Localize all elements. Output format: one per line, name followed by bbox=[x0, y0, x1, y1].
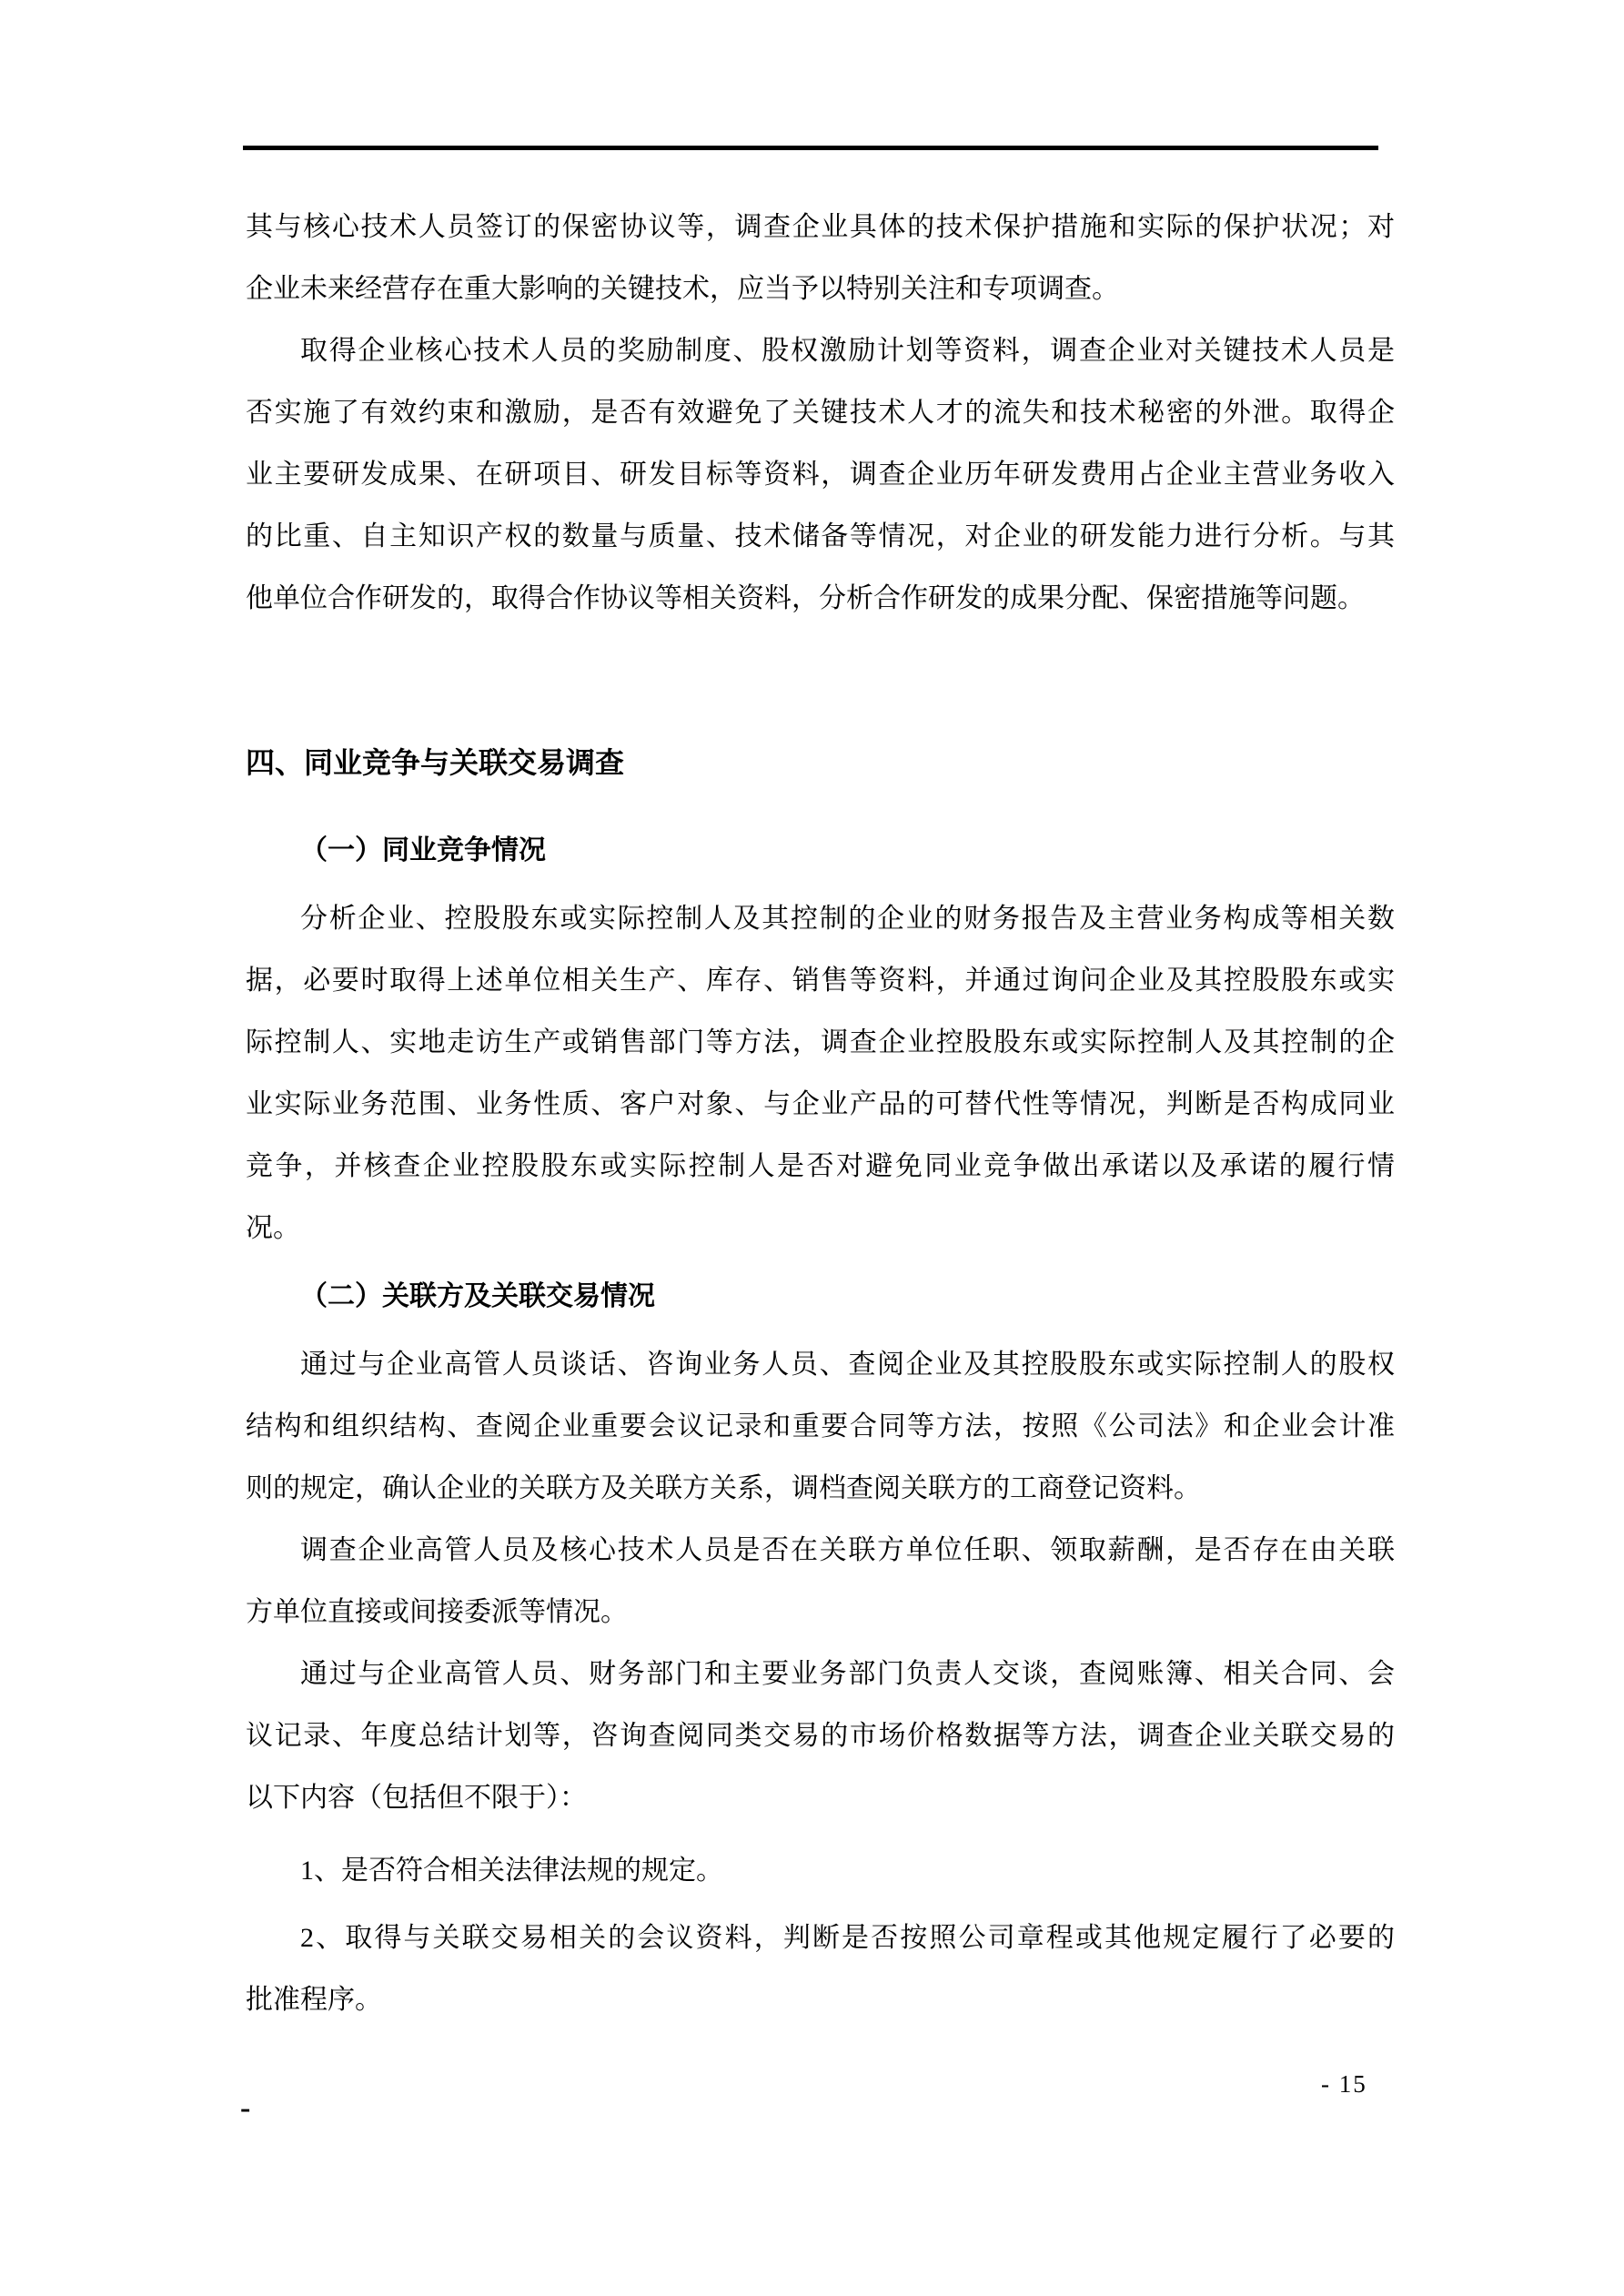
list-item-line: 2、取得与关联交易相关的会议资料，判断是否按照公司章程或其他规定履行了必要的 bbox=[300, 1923, 1395, 1953]
body-line: 业主要研发成果、在研项目、研发目标等资料，调查企业历年研发费用占企业主营业务收入 bbox=[246, 460, 1395, 490]
page-number: - 15 bbox=[1321, 2070, 1367, 2098]
list-item-line: 1、是否符合相关法律法规的规定。 bbox=[300, 1856, 723, 1886]
section-heading: 四、同业竞争与关联交易调查 bbox=[246, 746, 625, 779]
body-line: 调查企业高管人员及核心技术人员是否在关联方单位任职、领取薪酬，是否存在由关联 bbox=[300, 1535, 1395, 1565]
body-line: 的比重、自主知识产权的数量与质量、技术储备等情况，对企业的研发能力进行分析。与其 bbox=[246, 521, 1395, 551]
body-line: 议记录、年度总结计划等，咨询查阅同类交易的市场价格数据等方法，调查企业关联交易的 bbox=[246, 1721, 1395, 1751]
list-item-line: 批准程序。 bbox=[246, 1985, 382, 2015]
body-line: 以下内容（包括但不限于）： bbox=[246, 1783, 587, 1813]
header-rule bbox=[243, 146, 1378, 150]
body-line: 企业未来经营存在重大影响的关键技术，应当予以特别关注和专项调查。 bbox=[246, 274, 1119, 304]
body-line: 通过与企业高管人员谈话、咨询业务人员、查阅企业及其控股股东或实际控制人的股权 bbox=[300, 1350, 1395, 1380]
footer-mark: - bbox=[240, 2091, 251, 2125]
body-line: 据，必要时取得上述单位相关生产、库存、销售等资料，并通过询问企业及其控股股东或实 bbox=[246, 966, 1395, 996]
subsection-heading: （二）关联方及关联交易情况 bbox=[300, 1281, 655, 1311]
body-line: 否实施了有效约束和激励，是否有效避免了关键技术人才的流失和技术秘密的外泄。取得企 bbox=[246, 398, 1395, 428]
body-line: 分析企业、控股股东或实际控制人及其控制的企业的财务报告及主营业务构成等相关数 bbox=[300, 904, 1395, 934]
body-line: 则的规定，确认企业的关联方及关联方关系，调档查阅关联方的工商登记资料。 bbox=[246, 1473, 1201, 1503]
body-line: 通过与企业高管人员、财务部门和主要业务部门负责人交谈，查阅账簿、相关合同、会 bbox=[300, 1659, 1395, 1689]
body-line: 取得企业核心技术人员的奖励制度、股权激励计划等资料，调查企业对关键技术人员是 bbox=[300, 336, 1395, 366]
body-line: 竞争，并核查企业控股股东或实际控制人是否对避免同业竞争做出承诺以及承诺的履行情 bbox=[246, 1151, 1395, 1181]
body-line: 他单位合作研发的，取得合作协议等相关资料，分析合作研发的成果分配、保密措施等问题。 bbox=[246, 583, 1365, 613]
body-line: 况。 bbox=[246, 1213, 300, 1243]
subsection-heading: （一）同业竞争情况 bbox=[300, 835, 546, 865]
body-line: 其与核心技术人员签订的保密协议等，调查企业具体的技术保护措施和实际的保护状况；对 bbox=[246, 212, 1395, 242]
body-line: 结构和组织结构、查阅企业重要会议记录和重要合同等方法，按照《公司法》和企业会计准 bbox=[246, 1411, 1395, 1441]
body-line: 业实际业务范围、业务性质、客户对象、与企业产品的可替代性等情况，判断是否构成同业 bbox=[246, 1089, 1395, 1119]
body-line: 方单位直接或间接委派等情况。 bbox=[246, 1597, 628, 1627]
document-body bbox=[246, 197, 1395, 2031]
body-line: 际控制人、实地走访生产或销售部门等方法，调查企业控股股东或实际控制人及其控制的企 bbox=[246, 1027, 1395, 1057]
